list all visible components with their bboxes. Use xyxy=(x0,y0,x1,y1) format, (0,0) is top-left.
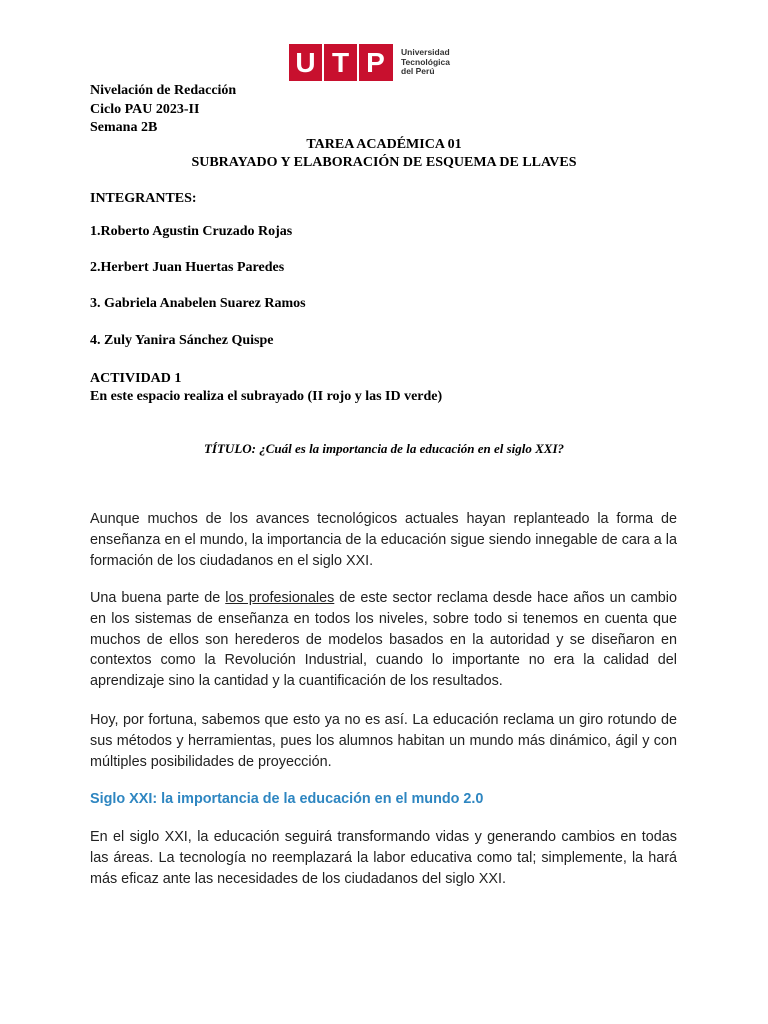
member-item: 4. Zuly Yanira Sánchez Quispe xyxy=(90,333,274,348)
course-week: Semana 2B xyxy=(90,120,158,135)
logo-letter-t: T xyxy=(324,44,359,81)
assignment-title: TAREA ACADÉMICA 01 xyxy=(306,137,462,152)
paragraph-2-start: Una buena parte de xyxy=(90,590,226,606)
paragraph-1: Aunque muchos de los avances tecnológicos actuales hayan replanteado la forma de enseñanza en el mundo, la importancia de la educación sigue siendo innegable de cara a la formación de los ciudadanos en el siglo XXI. xyxy=(90,511,677,569)
utp-logo-mark xyxy=(289,44,393,81)
logo-wordmark xyxy=(401,48,450,77)
member-item: 2.Herbert Juan Huertas Paredes xyxy=(90,260,285,275)
underlined-phrase: los profesionales xyxy=(225,590,335,606)
text-title: TÍTULO: ¿Cuál es la importancia de la educación en el siglo XXI? xyxy=(203,441,565,456)
logo-letter-u: U xyxy=(289,44,324,81)
utp-logo xyxy=(289,44,450,81)
course-name: Nivelación de Redacción xyxy=(90,83,237,98)
member-item: 1.Roberto Agustin Cruzado Rojas xyxy=(90,224,293,239)
paragraph-2 xyxy=(90,588,677,692)
section-heading: Siglo XXI: la importancia de la educación en el mundo 2.0 xyxy=(90,791,484,807)
logo-text-line: del Perú xyxy=(401,66,435,77)
activity-heading: ACTIVIDAD 1 xyxy=(90,371,182,386)
logo-letter-p: P xyxy=(366,46,385,78)
logo-text-line: Tecnológica xyxy=(401,56,450,67)
members-heading: INTEGRANTES: xyxy=(90,191,197,206)
paragraph-4: En el siglo XXI, la educación seguirá transformando vidas y generando cambios en todas las áreas. La tecnología no reemplazará la labor educativa como tal; simplemente, la hará más eficaz ante las necesidades de los ciudadanos del siglo XXI. xyxy=(90,829,677,887)
logo-text-line: Universidad xyxy=(401,47,450,58)
activity-instruction: En este espacio realiza el subrayado (II rojo y las ID verde) xyxy=(90,389,443,404)
member-item: 3. Gabriela Anabelen Suarez Ramos xyxy=(90,296,306,311)
course-cycle: Ciclo PAU 2023-II xyxy=(90,102,200,117)
paragraph-2-rest: de este sector reclama desde hace años un cambio en los sistemas de enseñanza en todos los niveles, sobre todo si tenemos en cuenta que muchos de ellos son herederos de modelos basados en la autoridad y se diseñaron en contextos como la Revolución Industrial, cuando lo importante no era la calidad del aprendizaje sino la cantidad y la cuantificación de los resultados. xyxy=(90,590,678,690)
assignment-subtitle: SUBRAYADO Y ELABORACIÓN DE ESQUEMA DE LLAVES xyxy=(191,155,577,170)
paragraph-3: Hoy, por fortuna, sabemos que esto ya no es así. La educación reclama un giro rotundo de sus métodos y herramientas, pues los alumnos habitan un mundo más dinámico, ágil y con múltiples posibilidades de proyección. xyxy=(90,712,677,770)
